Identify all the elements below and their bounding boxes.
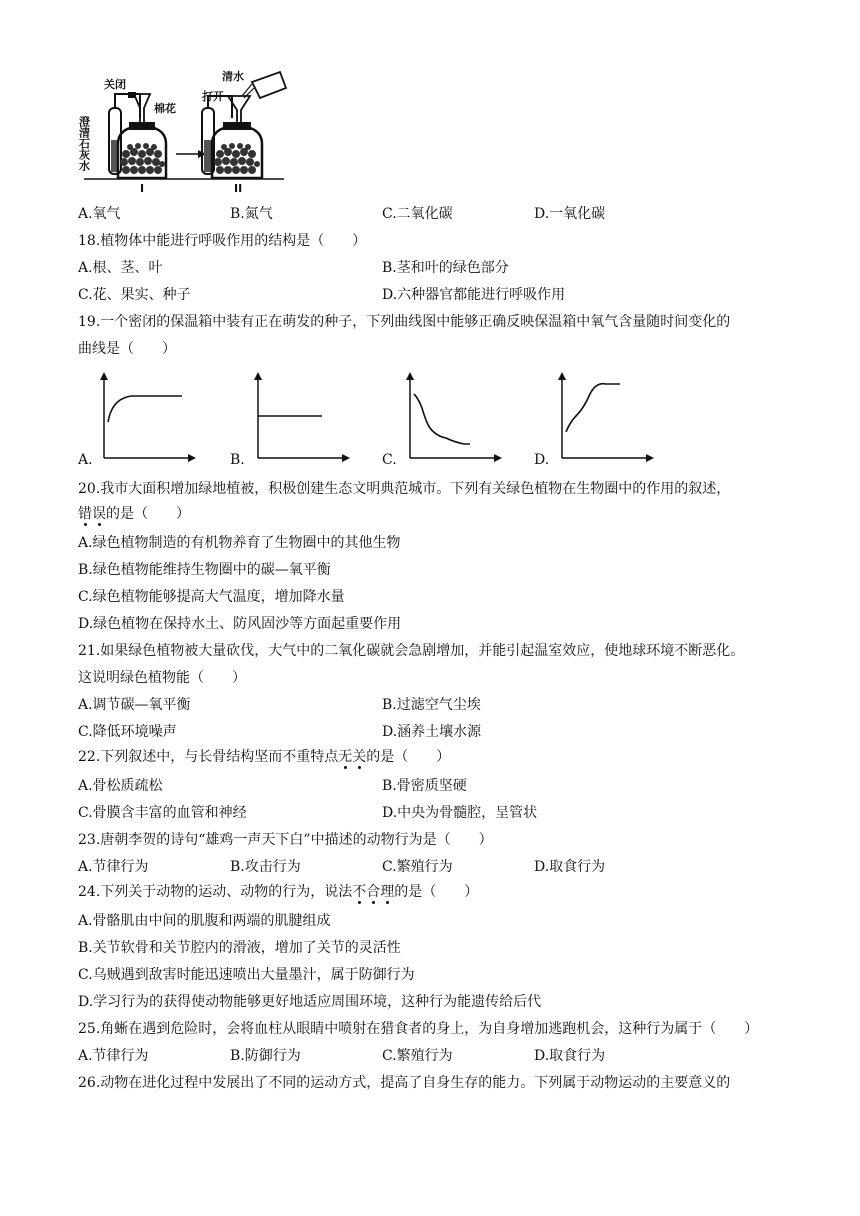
q19-graph-b [250, 372, 350, 464]
q19-option-a[interactable]: A. [78, 452, 93, 468]
q22-option-d[interactable]: D.中央为骨髓腔，呈管状 [382, 805, 538, 821]
q23-option-d[interactable]: D.取食行为 [534, 859, 606, 875]
q25-option-d[interactable]: D.取食行为 [534, 1048, 606, 1064]
q20-option-a[interactable]: A.绿色植物制造的有机物养育了生物圈中的其他生物 [78, 535, 401, 551]
q18-option-b[interactable]: B.茎和叶的绿色部分 [382, 260, 509, 276]
q24-stem-start: 24.下列关于动物的运动、动物的行为，说法 [78, 884, 353, 900]
q20-option-c[interactable]: C.绿色植物能够提高大气温度，增加降水量 [78, 589, 345, 605]
emphasis-char: 关 [352, 749, 367, 765]
q17-option-d[interactable]: D.一氧化碳 [534, 206, 606, 222]
q24-option-c[interactable]: C.乌贼遇到敌害时能迅速喷出大量墨汁，属于防御行为 [78, 967, 415, 983]
q21-option-b[interactable]: B.过滤空气尘埃 [382, 697, 481, 713]
q24-option-d[interactable]: D.学习行为的获得使动物能够更好地适应周围环境，这种行为能遗传给后代 [78, 994, 542, 1010]
q21-option-d[interactable]: D.涵养土壤水源 [382, 724, 482, 740]
label-water: 清水 [222, 70, 244, 83]
q25-option-b[interactable]: B.防御行为 [230, 1048, 301, 1064]
q24-option-a[interactable]: A.骨骼肌由中间的肌腹和两端的肌腱组成 [78, 913, 331, 929]
q21-option-a[interactable]: A.调节碳—氧平衡 [78, 697, 191, 713]
label-limewater: 澄清石灰水 [77, 116, 91, 171]
q17-experiment-figure [77, 66, 288, 195]
q24-stem [78, 882, 478, 902]
q18-option-d[interactable]: D.六种器官都能进行呼吸作用 [382, 287, 566, 303]
q23-option-b[interactable]: B.攻击行为 [230, 859, 301, 875]
q19-stem-line2: 曲线是（ ） [78, 341, 176, 357]
q17-option-b[interactable]: B.氮气 [230, 206, 273, 222]
q24-option-b[interactable]: B.关节软骨和关节腔内的滑液，增加了关节的灵活性 [78, 940, 401, 956]
emphasis-char: 理 [380, 884, 395, 900]
emphasis-char: 错 [78, 506, 92, 522]
q22-option-b[interactable]: B.骨密质坚硬 [382, 778, 467, 794]
emphasis-char: 不 [352, 884, 367, 900]
q18-stem: 18.植物体中能进行呼吸作用的结构是（ ） [78, 233, 367, 249]
q18-option-a[interactable]: A.根、茎、叶 [78, 260, 163, 276]
q17-option-a[interactable]: A.氧气 [78, 206, 121, 222]
q19-graph-c [402, 372, 502, 464]
q19-stem-line1: 19.一个密闭的保温箱中装有正在萌发的种子，下列曲线图中能够正确反映保温箱中氧气含量随时间变化的 [78, 314, 731, 330]
emphasis-char: 无 [338, 749, 353, 765]
label-II: II [234, 182, 243, 195]
q19-option-c[interactable]: C. [382, 452, 397, 468]
q19-option-b[interactable]: B. [230, 452, 245, 468]
q23-option-c[interactable]: C.繁殖行为 [382, 859, 453, 875]
q19-option-d[interactable]: D. [534, 452, 550, 468]
label-close: 关闭 [104, 78, 126, 91]
q19-graph-d [554, 372, 654, 464]
emphasis-char: 合 [366, 884, 381, 900]
q20-option-b[interactable]: B.绿色植物能维持生物圈中的碳—氧平衡 [78, 562, 331, 578]
q20-stem-line1: 20.我市大面积增加绿地植被，积极创建生态文明典范城市。下列有关绿色植物在生物圈中的作用的叙述， [78, 481, 731, 497]
q22-option-a[interactable]: A.骨松质疏松 [78, 778, 163, 794]
q20-stem-line2 [78, 504, 190, 524]
label-I: I [140, 182, 145, 195]
q23-stem: 23.唐朝李贺的诗句“雄鸡一声天下白”中描述的动物行为是（ ） [78, 832, 493, 848]
q22-stem-end: 的是（ ） [366, 749, 451, 765]
q22-option-c[interactable]: C.骨膜含丰富的血管和神经 [78, 805, 247, 821]
q19-graph-a [96, 372, 196, 464]
q20-option-d[interactable]: D.绿色植物在保持水土、防风固沙等方面起重要作用 [78, 616, 402, 632]
q21-option-c[interactable]: C.降低环境噪声 [78, 724, 177, 740]
label-cotton: 棉花 [154, 102, 176, 115]
q17-option-c[interactable]: C.二氧化碳 [382, 206, 453, 222]
emphasis-char: 误 [92, 506, 106, 522]
q24-stem-end: 的是（ ） [394, 884, 479, 900]
q22-stem-start: 22.下列叙述中，与长骨结构坚而不重特点 [78, 749, 339, 765]
q23-option-a[interactable]: A.节律行为 [78, 859, 149, 875]
q22-stem [78, 747, 450, 767]
label-open: 打开 [202, 90, 224, 103]
q21-stem-line2: 这说明绿色植物能（ ） [78, 670, 246, 686]
q25-option-a[interactable]: A.节律行为 [78, 1048, 149, 1064]
q26-stem: 26.动物在进化过程中发展出了不同的运动方式，提高了自身生存的能力。下列属于动物运动的主要意义的 [78, 1075, 731, 1091]
q21-stem-line1: 21.如果绿色植物被大量砍伐，大气中的二氧化碳就会急剧增加，并能引起温室效应，使地球环境不断恶化。 [78, 643, 745, 659]
q18-option-c[interactable]: C.花、果实、种子 [78, 287, 191, 303]
q20-stem-rest: 的是（ ） [106, 506, 190, 522]
q25-stem: 25.角蜥在遇到危险时，会将血柱从眼睛中喷射在猎食者的身上，为自身增加逃跑机会，这种行为属于（ ） [78, 1021, 759, 1037]
q25-option-c[interactable]: C.繁殖行为 [382, 1048, 453, 1064]
